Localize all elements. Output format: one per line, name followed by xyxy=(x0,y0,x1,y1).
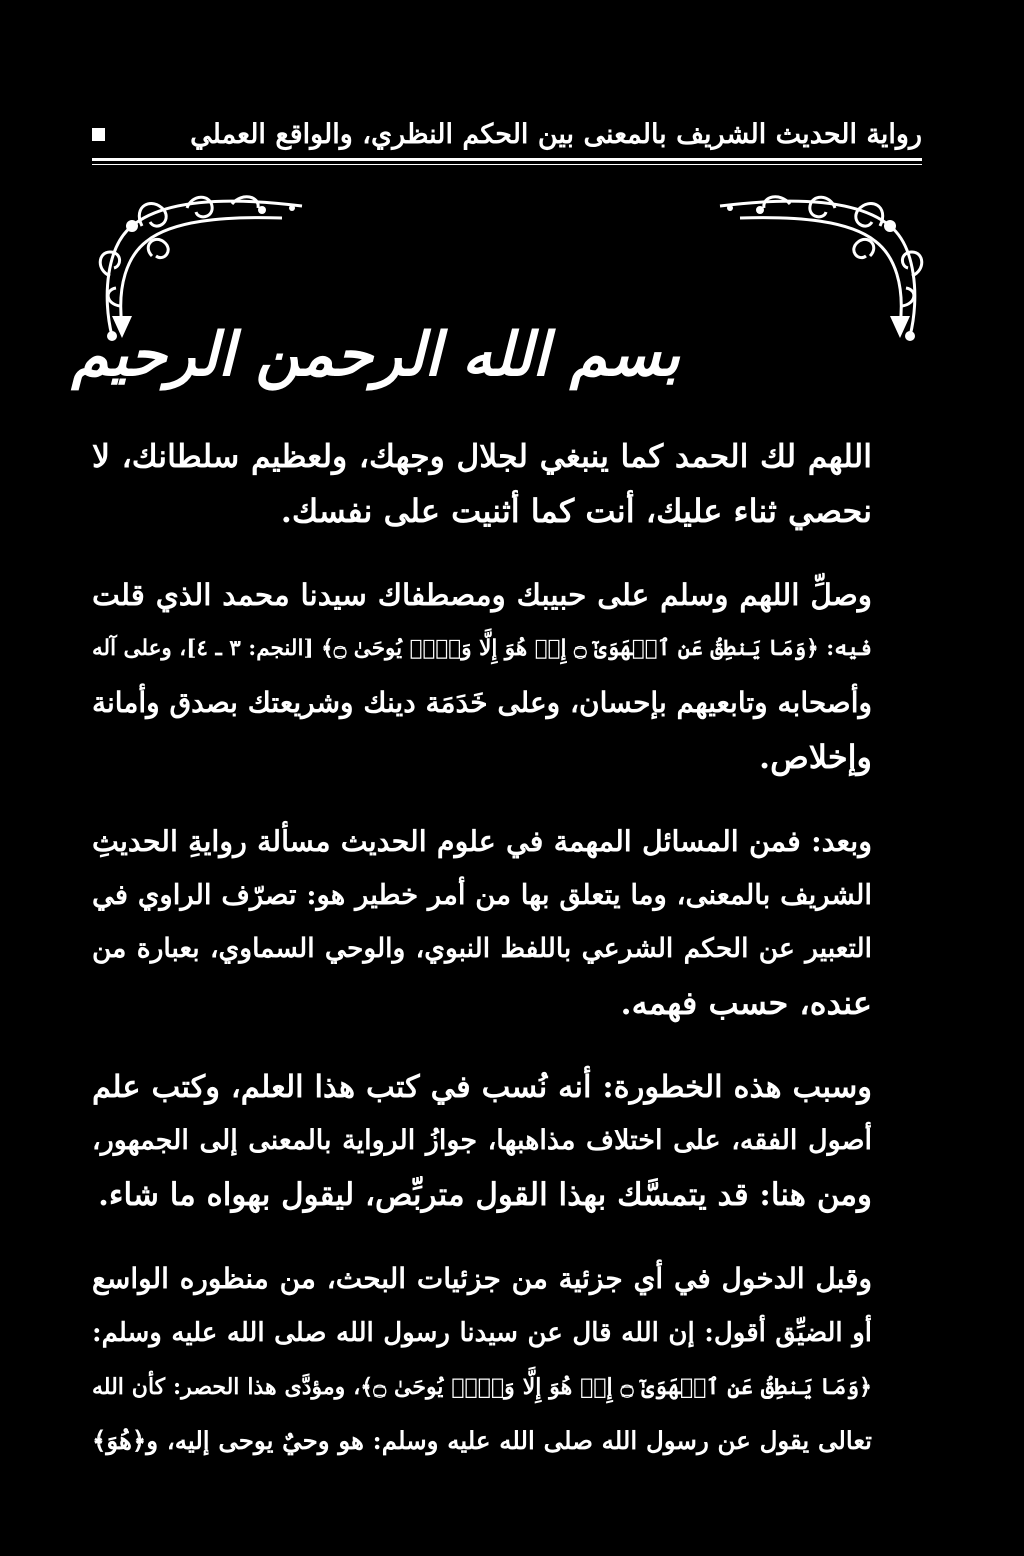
text-line: وسبب هذه الخطورة: أنه نُسب في كتب هذا العلم، وكتب علم xyxy=(92,1069,872,1105)
header-square-marker xyxy=(92,128,105,141)
text-line: عنده، حسب فهمه. xyxy=(620,984,872,1022)
body-text xyxy=(92,430,872,1468)
text-line: ومن هنا: قد یتمسَّك بهذا القول متربِّص، لیقول بهواه ما شاء. xyxy=(98,1177,872,1213)
basmala-calligraphy: بسم الله الرحمن الرحیم xyxy=(71,320,680,390)
text-line: وإخلاص. xyxy=(758,738,872,776)
text-line-with-quran-verse: ﴿وَمَا یَنطِقُ عَنِ ٱلۡهَوَىٰٓ ۝ إِنۡ هُوَ إِلَّا وَحۡيٞ یُوحَىٰ ۝﴾، ومؤدَّى هذا الحصر: كأن الله xyxy=(92,1374,872,1400)
paragraph-salutation xyxy=(92,568,872,784)
paragraph-preface xyxy=(92,1252,872,1468)
text-line: وقبل الدخول في أي جزئیة من جزئیات البحث، من منظوره الواسع xyxy=(92,1262,872,1295)
text-line: تعالى یقول عن رسول الله صلى الله علیه وسلم: هو وحيٌ یوحى إلیه، و﴿هُوَ﴾ xyxy=(92,1426,872,1455)
header-title: روایة الحدیث الشریف بالمعنی بین الحکم النظري، والواقع العملي xyxy=(190,118,922,150)
text-line: وبعد: فمن المسائل المهمة في علوم الحدیث مسألة روایةِ الحدیثِ xyxy=(92,824,872,858)
text-line: وأصحابه وتابعیهم بإحسان، وعلى خَدَمَة دینك وشریعتك بصدق وأمانة xyxy=(92,686,872,719)
text-line: أو الضیِّق أقول: إن الله قال عن سیدنا رسول الله صلى الله علیه وسلم: xyxy=(92,1318,872,1348)
text-line: وصلِّ اللهم وسلم على حبیبك ومصطفاك سیدنا محمد الذي قلت xyxy=(92,577,872,612)
text-line: الشریف بالمعنى، وما یتعلق بها من أمر خطیر هو: تصرّف الراوي في xyxy=(92,879,872,911)
header-rule xyxy=(92,158,922,161)
paragraph-introduction xyxy=(92,814,872,1030)
header-rule-thin xyxy=(92,164,922,165)
paragraph-reason xyxy=(92,1060,872,1222)
text-line-with-quran-verse: فیه: ﴿وَمَا یَنطِقُ عَنِ ٱلۡهَوَىٰٓ ۝ إِنۡ هُوَ إِلَّا وَحۡيٞ یُوحَىٰ ۝﴾ [النجم: ٣ ـ ٤]، وعلى آله xyxy=(92,636,872,661)
running-header xyxy=(92,112,922,156)
text-line: أصول الفقه، على اختلاف مذاهبها، جوازُ الروایة بالمعنى إلى الجمهور، xyxy=(92,1125,872,1156)
text-line: نحصي ثناء علیك، أنت كما أثنیت على نفسك. xyxy=(280,492,872,530)
corner-ornament-right xyxy=(700,186,930,346)
text-line: اللهم لك الحمد كما ینبغي لجلال وجهك، ولعظیم سلطانك، لا xyxy=(92,438,872,475)
paragraph-opening-praise xyxy=(92,430,872,538)
text-line: التعبیر عن الحكم الشرعي باللفظ النبوي، والوحي السماوي، بعبارة من xyxy=(92,933,872,964)
